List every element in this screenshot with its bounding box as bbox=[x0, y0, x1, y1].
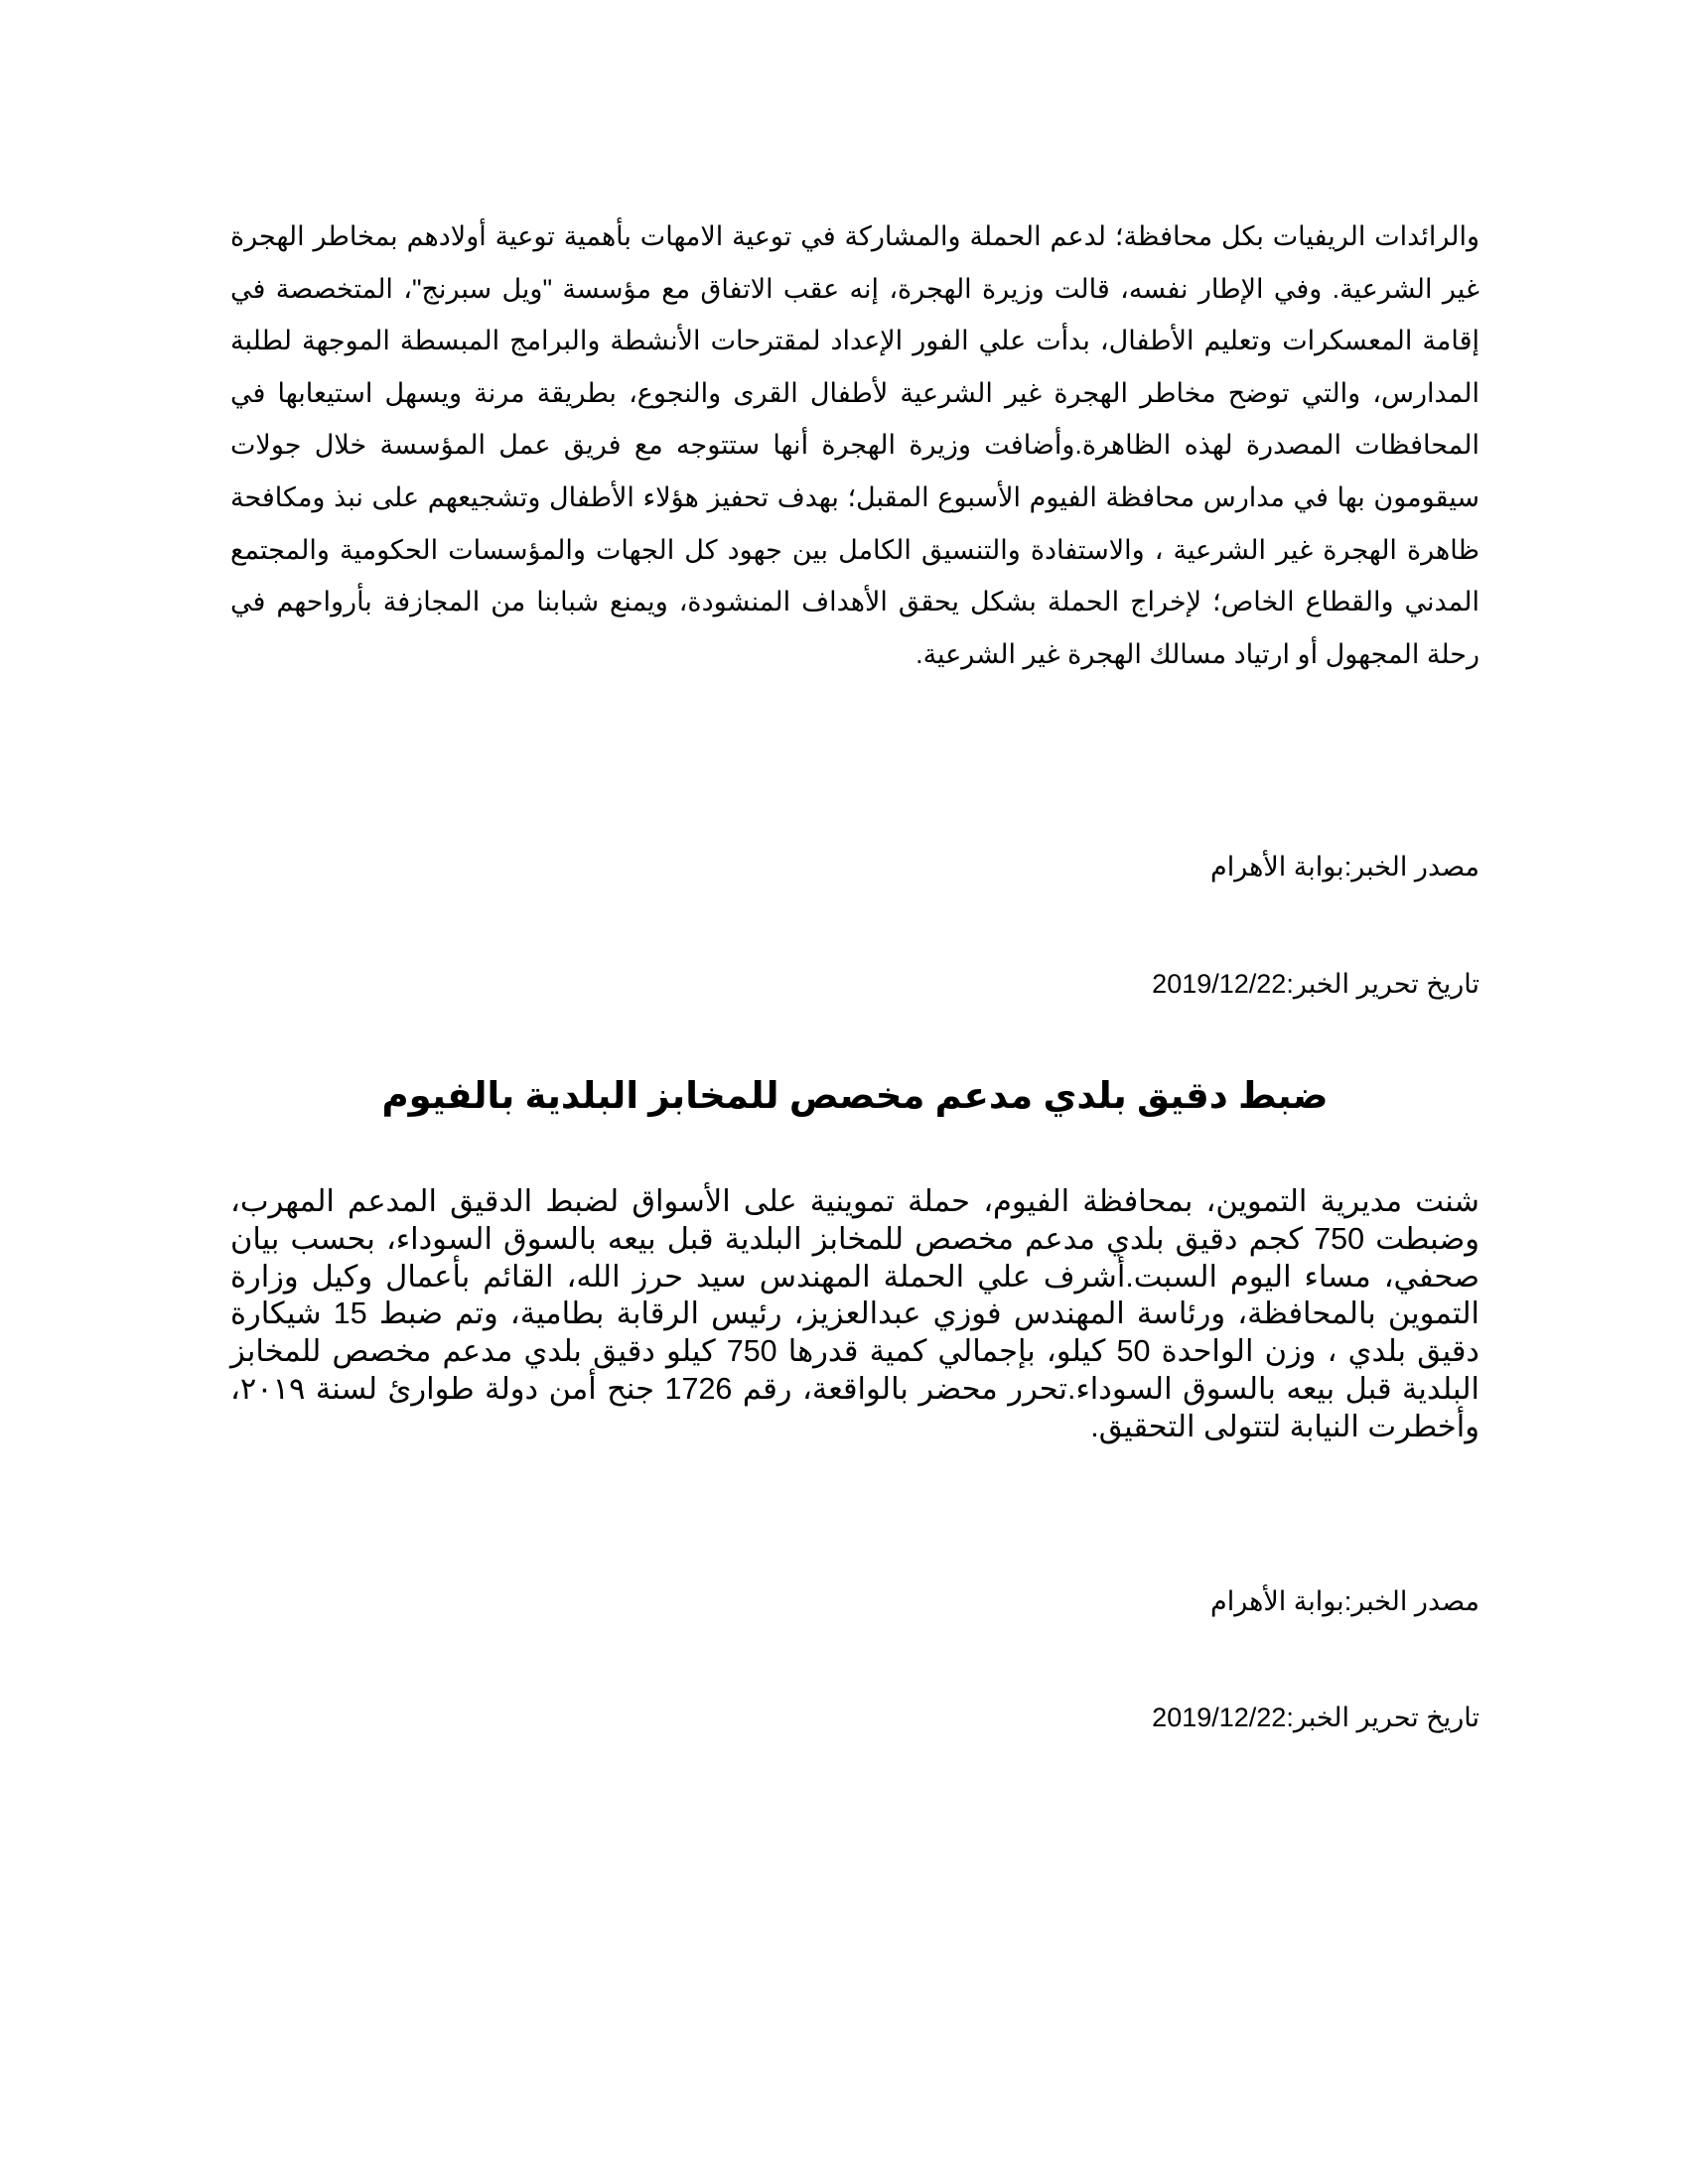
article-2-body-paragraph: شنت مديرية التموين، بمحافظة الفيوم، حملة تموينية على الأسواق لضبط الدقيق المدعم المهرب، وضبطت 750 كجم دقيق بلدي مدعم مخصص للمخابز البلدية قبل بيعه بالسوق السوداء، بحسب بيان صحفي، مساء اليوم السبت.أشرف علي الحملة المهندس سيد حرز الله، القائم بأعمال وكيل وزارة التموين بالمحافظة، ورئاسة المهندس فوزي عبدالعزيز، رئيس الرقابة بطامية، وتم ضبط 15 شيكارة دقيق بلدي ، وزن الواحدة 50 كيلو، بإجمالي كمية قدرها 750 كيلو دقيق بلدي مدعم مخصص للمخابز البلدية قبل بيعه بالسوق السوداء.تحرر محضر بالواقعة، رقم 1726 جنح أمن دولة طوارئ لسنة ٢٠١٩، وأخطرت النيابة لتتولى التحقيق. bbox=[230, 1184, 1479, 1443]
article-1-date-line: تاريخ تحرير الخبر:2019/12/22 bbox=[1152, 969, 1479, 999]
article-2-source-line: مصدر الخبر:بوابة الأهرام bbox=[1209, 1586, 1479, 1616]
article-2-date-line: تاريخ تحرير الخبر:2019/12/22 bbox=[1152, 1703, 1479, 1732]
article-1-body-paragraph: والرائدات الريفيات بكل محافظة؛ لدعم الحملة والمشاركة في توعية الامهات بأهمية توعية أولادهم بمخاطر الهجرة غير الشرعية. وفي الإطار نفسه، قالت وزيرة الهجرة، إنه عقب الاتفاق مع مؤسسة "ويل سبرنج"، المتخصصة في إقامة المعسكرات وتعليم الأطفال، بدأت علي الفور الإعداد لمقترحات الأنشطة والبرامج المبسطة الموجهة لطلبة المدارس، والتي توضح مخاطر الهجرة غير الشرعية لأطفال القرى والنجوع، بطريقة مرنة ويسهل استيعابها في المحافظات المصدرة لهذه الظاهرة.وأضافت وزيرة الهجرة أنها ستتوجه مع فريق عمل المؤسسة خلال جولات سيقومون بها في مدارس محافظة الفيوم الأسبوع المقبل؛ بهدف تحفيز هؤلاء الأطفال وتشجيعهم على نبذ ومكافحة ظاهرة الهجرة غير الشرعية ، والاستفادة والتنسيق الكامل بين جهود كل الجهات والمؤسسات الحكومية والمجتمع المدني والقطاع الخاص؛ لإخراج الحملة بشكل يحقق الأهداف المنشودة، ويمنع شبابنا من المجازفة بأرواحهم في رحلة المجهول أو ارتياد مسالك الهجرة غير الشرعية. bbox=[230, 221, 1479, 669]
article-1-source-line: مصدر الخبر:بوابة الأهرام bbox=[1209, 852, 1479, 882]
article-2-headline: ضبط دقيق بلدي مدعم مخصص للمخابز البلدية بالفيوم bbox=[381, 1075, 1329, 1116]
